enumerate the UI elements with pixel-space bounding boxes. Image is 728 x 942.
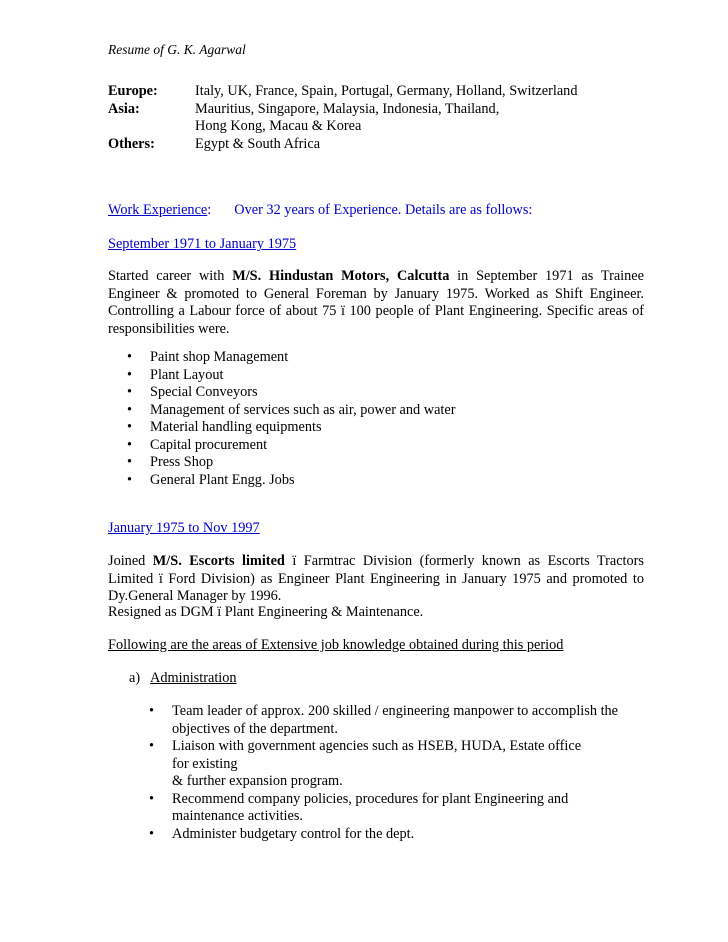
page-header: Resume of G. K. Agarwal — [108, 42, 246, 57]
subsection-heading — [129, 670, 644, 688]
region-row-europe — [108, 83, 644, 101]
region-label: Asia: — [108, 100, 140, 117]
job-knowledge-heading: Following are the areas of Extensive job knowledge obtained during this period — [108, 637, 564, 653]
paragraph-text: Joined — [108, 553, 153, 569]
region-row-others — [108, 136, 644, 154]
list-item: • Management of services such as air, power and water — [150, 402, 644, 420]
company-name: M/S. Hindustan Motors, Calcutta — [232, 268, 450, 284]
section-date-1971: September 1971 to January 1975 — [108, 236, 297, 252]
list-item: • Paint shop Management — [150, 349, 644, 367]
list-item: • Plant Layout — [150, 367, 644, 385]
work-experience-detail: Over 32 years of Experience. Details are as follows: — [234, 202, 533, 218]
resigned-line: Resigned as DGM ï Plant Engineering & Maintenance. — [108, 604, 424, 620]
section-paragraph-1971 — [108, 268, 644, 338]
company-name: M/S. Escorts limited — [152, 553, 285, 569]
list-item: • Team leader of approx. 200 skilled / engineering manpower to accomplish the objectives of the department. — [172, 703, 644, 738]
subsection-title: Administration — [150, 670, 237, 686]
responsibility-list — [150, 349, 644, 489]
administration-list — [172, 703, 644, 843]
region-row-asia — [108, 101, 644, 119]
regions-table — [108, 83, 644, 153]
paragraph-text: in September 1971 as Trainee Engineer & promoted to General Foreman by January 1975. Worked as Shift Engineer. Controlling a Labour force of about 75 ï 100 people of Plant Engineering. Specific areas of responsibilities were. — [108, 268, 644, 337]
region-value: Hong Kong, Macau & Korea — [195, 118, 362, 134]
region-value: Mauritius, Singapore, Malaysia, Indonesia, Thailand, — [195, 100, 500, 117]
list-item: • Recommend company policies, procedures for plant Engineering and maintenance activities. — [172, 791, 644, 826]
list-item: • Capital procurement — [150, 437, 644, 455]
region-label: Others: — [108, 135, 155, 152]
list-item: • Material handling equipments — [150, 419, 644, 437]
section-paragraph-1975 — [108, 553, 644, 606]
subsection-marker: a) — [129, 670, 141, 686]
region-label: Europe: — [108, 83, 158, 99]
list-item: • Administer budgetary control for the dept. — [172, 826, 644, 844]
region-label — [108, 118, 195, 136]
list-item: • Special Conveyors — [150, 384, 644, 402]
paragraph-text: Started career with — [108, 268, 233, 284]
region-row-asia-cont — [108, 118, 644, 136]
list-item: • Press Shop — [150, 454, 644, 472]
paragraph-text: ï Farmtrac Division (formerly known as Escorts Tractors Limited ï Ford Division) as Engineer Plant Engineering in January 1975 and promoted to Dy.General Manager by 1996. — [108, 553, 644, 604]
list-item: • General Plant Engg. Jobs — [150, 472, 644, 490]
region-value: Egypt & South Africa — [195, 135, 321, 152]
work-experience-line — [108, 202, 532, 220]
work-experience-label: Work Experience — [108, 202, 208, 218]
region-value: Italy, UK, France, Spain, Portugal, Germany, Holland, Switzerland — [195, 83, 578, 99]
list-item-continuation: & further expansion program. — [172, 773, 343, 789]
section-date-1975: January 1975 to Nov 1997 — [108, 520, 260, 536]
work-experience-colon: : — [207, 202, 212, 218]
list-item: • Liaison with government agencies such as HSEB, HUDA, Estate office for existing — [172, 738, 592, 773]
